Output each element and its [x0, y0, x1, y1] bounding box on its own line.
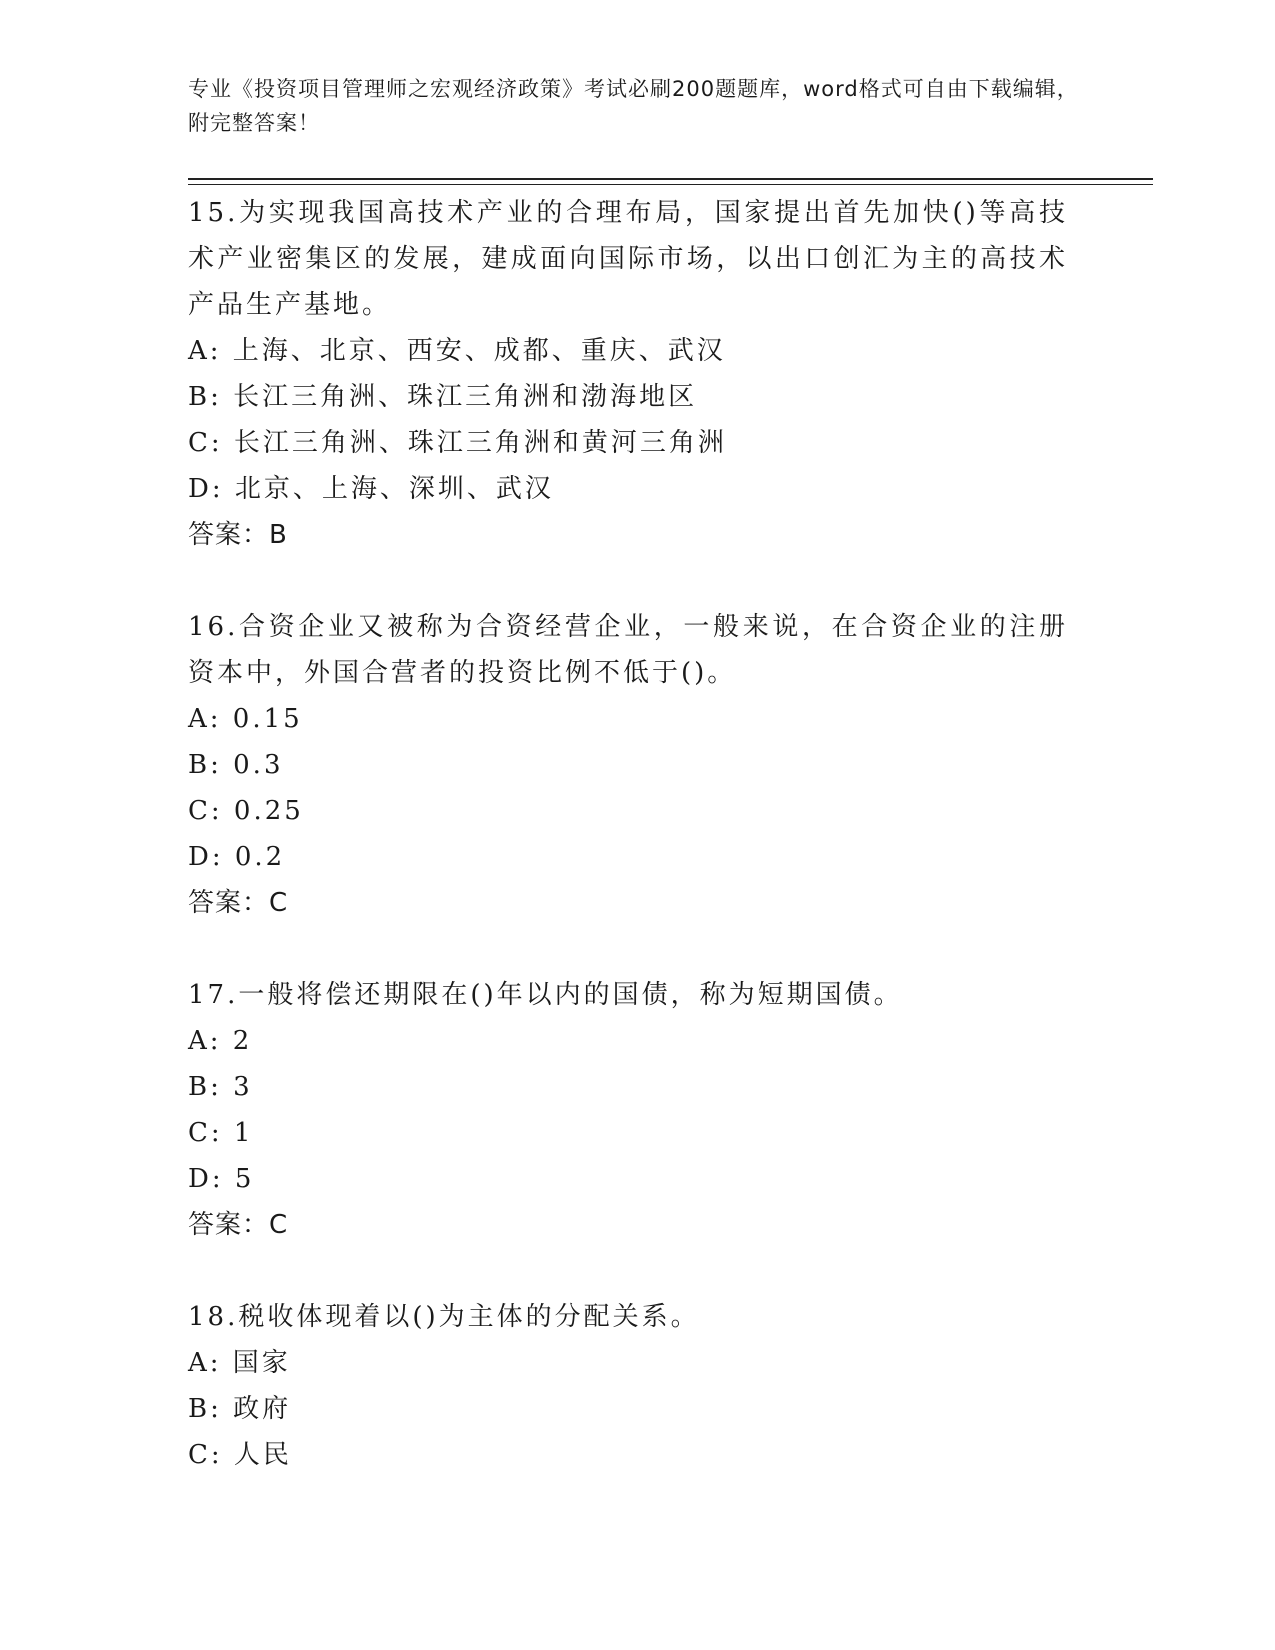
question-stem: 15.为实现我国高技术产业的合理布局，国家提出首先加快()等高技术产业密集区的发展，建成面向国际市场，以出口创汇为主的高技术产品生产基地。	[188, 198, 1068, 320]
question-17	[188, 972, 1068, 1248]
header-title: 专业《投资项目管理师之宏观经济政策》考试必刷200题题库，word格式可自由下载编辑，附完整答案！	[188, 77, 1079, 135]
option-b: B: 0.3	[188, 750, 284, 780]
question-stem: 17.一般将偿还期限在()年以内的国债，称为短期国债。	[188, 980, 903, 1010]
option-c: C: 长江三角洲、珠江三角洲和黄河三角洲	[188, 428, 727, 458]
answer-label: 答案：	[188, 888, 270, 918]
question-stem: 18.税收体现着以()为主体的分配关系。	[188, 1302, 700, 1332]
answer-value: C	[269, 1210, 289, 1240]
option-b: B: 政府	[188, 1394, 292, 1424]
answer-line	[188, 1202, 1068, 1248]
option-c: C: 1	[188, 1118, 254, 1148]
answer-label: 答案：	[188, 1210, 270, 1240]
option-d: D: 北京、上海、深圳、武汉	[188, 474, 554, 504]
option-c: C: 人民	[188, 1440, 292, 1470]
answer-value: C	[269, 888, 289, 918]
answer-line	[188, 512, 1068, 558]
answer-label: 答案：	[188, 520, 270, 550]
header-divider-thick	[188, 178, 1153, 180]
option-a: A: 国家	[188, 1348, 291, 1378]
question-18	[188, 1294, 1068, 1478]
answer-line	[188, 880, 1068, 926]
header-divider-thin	[188, 184, 1153, 185]
option-b: B: 长江三角洲、珠江三角洲和渤海地区	[188, 382, 698, 412]
option-d: D: 0.2	[188, 842, 286, 872]
option-a: A: 上海、北京、西安、成都、重庆、武汉	[188, 336, 726, 366]
question-list	[188, 190, 1068, 1524]
option-a: A: 2	[188, 1026, 253, 1056]
option-a: A: 0.15	[188, 704, 303, 734]
document-header	[188, 72, 1088, 140]
question-stem: 16.合资企业又被称为合资经营企业，一般来说，在合资企业的注册资本中，外国合营者的投资比例不低于()。	[188, 612, 1068, 688]
option-c: C: 0.25	[188, 796, 304, 826]
question-16	[188, 604, 1068, 926]
option-b: B: 3	[188, 1072, 253, 1102]
question-15	[188, 190, 1068, 558]
answer-value: B	[269, 520, 288, 550]
option-d: D: 5	[188, 1164, 255, 1194]
